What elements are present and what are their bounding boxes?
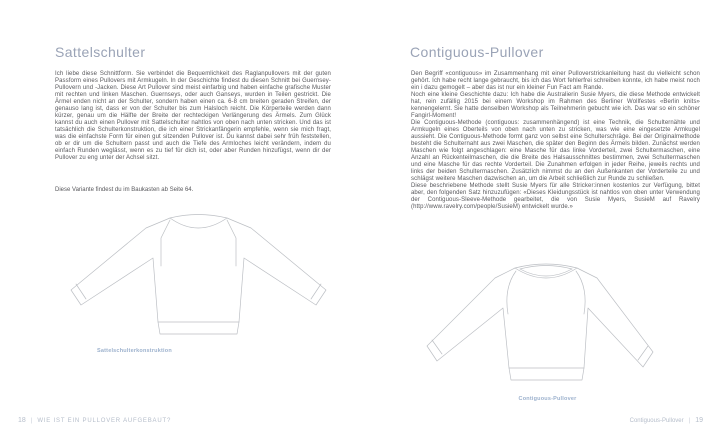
left-illustration-caption: Sattelschulterkonstruktion <box>97 348 172 354</box>
right-footer-separator: | <box>688 418 691 424</box>
saddle-shoulder-sweater-illustration <box>66 208 331 343</box>
right-page-number: 19 <box>695 417 703 424</box>
right-page-footer <box>630 417 703 424</box>
right-illustration-caption: Contiguous-Pullover <box>518 396 577 402</box>
left-page-note: Diese Variante findest du im Baukasten ab Seite 64. <box>55 187 194 193</box>
left-page-body-text: Ich liebe diese Schnittform. Sie verbindet die Bequemlichkeit des Raglanpullovers mit der guten Passform eines Pullovers mit Armkugeln. In der Geschichte findest du diesen Schnitt bei Guernsey-Pullovern und -Jacken. Diese Art Pullover sind meist einfarbig und haben einfache grafische Muster mit rechten und linken Maschen. Guernseys, oder auch Ganseys, wurden in Teilen gestrickt. Die Ärmel enden nicht an der Schulter, sondern haben einen ca. 6-8 cm breiten geraden Streifen, der genauso lang ist, dass er von der Schulter bis zum Halsloch reicht. Die Körperteile werden dann kürzer, genau um die Hälfte der Breite der rechteckigen Verlängerung des Ärmels. Zum Glück kannst du auch einen Pullover mit Sattelschulter nahtlos von oben nach unten stricken. Und das ist tatsächlich die Schulterkonstruktion, die ich einer Strickanfängerin empfehle, wenn sie mich fragt, was die einfachste Form für einen gut sitzenden Pullover ist. Du kannst dabei sehr früh feststellen, ob er dir um die Schultern passt und auch die Tiefe des Armloches leicht verändern, indem du einfach Runden weglässt, wenn es zu tief für dich ist, oder aber Runden hinzufügst, wenn dir der Pullover zu eng unter der Achsel sitzt. <box>55 71 331 161</box>
right-paragraph-1: Den Begriff «contiguous» im Zusammenhang mit einer Pulloverstrickanleitung hast du vielleicht schon gehört. Ich habe recht lange gebraucht, bis ich das Wort fehlerfrei schreiben konnte, ich habe meist noch ein i dazu gemogelt – aber das ist nur ein kleiner Fun Fact am Rande. <box>411 71 700 91</box>
right-paragraph-4: Diese beschriebene Methode stellt Susie Myers für alle Stricker:innen kostenlos zur Verfügung, bittet aber, den folgenden Satz hinzuzufügen: «Dieses Kleidungsstück ist nahtlos von oben unter Verwendung der Contiguous-Sleeve-Methode gearbeitet, die von Susie Myers, SusieM auf Ravelry (http://www.ravelry.com/people/SusieM) entwickelt wurde.» <box>411 183 700 210</box>
left-page-footer <box>18 417 171 424</box>
left-page-number: 18 <box>18 417 26 424</box>
right-page-body-text <box>411 71 700 211</box>
left-footer-separator: | <box>30 418 33 424</box>
right-paragraph-3: Die Contiguous-Methode (contiguous: zusammenhängend) ist eine Technik, die Schulternähte und Armkugeln eines Oberteils von oben nach unten zu stricken, was wie eine eingesetzte Armkugel aussieht. Die Contiguous-Methode formt ganz von selbst eine Schulterschräge. Bei der Originalmethode besteht die Schulternaht aus zwei Maschen, die später den Beginn des Ärmels bilden. Zunächst werden Maschen wie folgt angeschlagen: eine Masche für das linke Vorderteil, zwei Schultermaschen, eine Anzahl an Rückenteilmaschen, die die Breite des Halsausschnittes bestimmen, zwei Schultermaschen und eine Masche für das rechte Vorderteil. Die Zunahmen erfolgen in jeder Reihe, jeweils rechts und links der beiden Schultermaschen. Zusätzlich nimmst du an den Außenkanten der Vorderteile zu und schlägst weitere Maschen dazwischen an, um die Arbeit schließlich zur Runde zu schließen. <box>411 120 700 182</box>
left-footer-chapter-label: WIE IST EIN PULLOVER AUFGEBAUT? <box>37 418 172 424</box>
right-footer-chapter-label: Contiguous-Pullover <box>629 418 684 424</box>
right-page-title: Contiguous-Pullover <box>410 44 544 60</box>
right-paragraph-2: Noch eine kleine Geschichte dazu: Ich habe die Australierin Susie Myers, die diese Methode entwickelt hat, rein zufällig 2015 bei einem Workshop im Rahmen des Berliner Wollfestes «Berlin knits» kennengelernt. Sie hatte denselben Workshop als Teilnehmerin gebucht wie ich. Das war so ein schöner Fangirl-Moment! <box>411 92 700 119</box>
left-page-title: Sattelschulter <box>55 44 146 60</box>
saddle-shoulder-sweater-drawing <box>66 208 331 343</box>
contiguous-sweater-illustration <box>425 256 670 388</box>
contiguous-sweater-drawing <box>425 256 670 388</box>
